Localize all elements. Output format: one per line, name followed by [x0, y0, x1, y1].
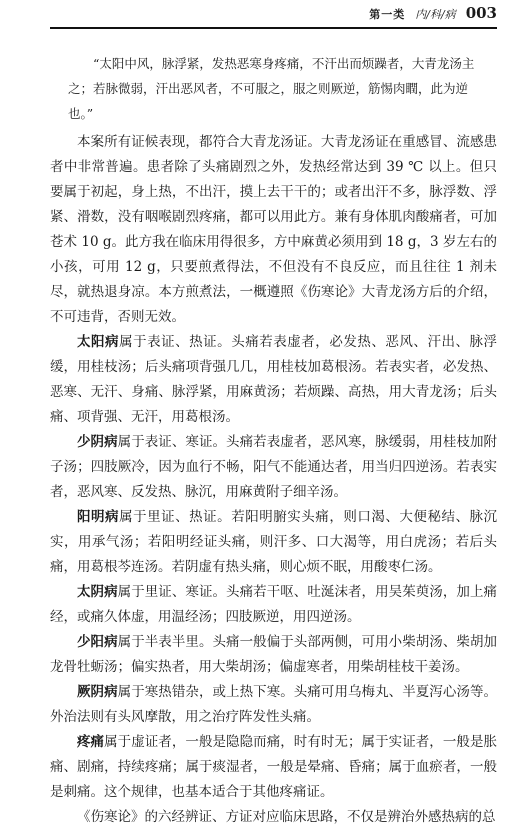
- paragraph-text: 属于半表半里。头痛一般偏于头部两侧，可用小柴胡汤、柴胡加龙骨牡蛎汤；偏实热者，用大柴胡汤；偏虚寒者，用柴胡桂枝干姜汤。: [50, 634, 498, 675]
- chapter-label: 第一类: [369, 8, 406, 21]
- paragraph-text: 属于里证、热证。若阳明腑实头痛，则口渴、大便秘结、脉沉实，用承气汤；若阳明经证头痛，则汗多、口大渴等，用白虎汤；若后头痛，用葛根芩连汤。若阴虚有热头痛，则心烦不眠，用酸枣仁汤。: [50, 509, 498, 575]
- running-header: [50, 0, 497, 26]
- paragraph-shaoyang: [50, 630, 497, 680]
- paragraph-jueyin: [50, 680, 497, 730]
- paragraph-pain: [50, 730, 497, 805]
- paragraph-yangming: [50, 505, 497, 580]
- keyword: 疼痛: [77, 734, 105, 750]
- keyword: 太阳病: [77, 334, 120, 350]
- header-rule: [50, 27, 497, 29]
- paragraph-text: 属于表证、寒证。头痛若表虚者，恶风寒，脉缓弱，用桂枝加附子汤；四肢厥冷，因为血行不畅，阳气不能通达者，用当归四逆汤。若表实者，恶风寒、反发热、脉沉，用麻黄附子细辛汤。: [50, 434, 498, 500]
- keyword: 太阴病: [77, 584, 118, 600]
- keyword: 阳明病: [77, 509, 120, 525]
- section-label: 内/科/病: [415, 8, 456, 21]
- paragraph-taiyin: [50, 580, 497, 630]
- paragraph-shaoyin: [50, 430, 497, 505]
- keyword: 少阴病: [77, 434, 118, 450]
- paragraph-text: 属于寒热错杂，或上热下寒。头痛可用乌梅丸、半夏泻心汤等。外治法则有头风摩散，用之治疗阵发性头痛。: [50, 684, 498, 725]
- intro-paragraph: 本案所有证候表现，都符合大青龙汤证。大青龙汤证在重感冒、流感患者中非常普遍。患者除了头痛剧烈之外，发热经常达到 39 ℃ 以上。但只要属于初起，身上热，不出汗，摸上去干干的；或者出汗不多，脉浮数、浮紧、滑数，没有咽喉剧烈疼痛，都可以用此方。兼有身体肌肉酸痛者，可加苍术 10 g。此方我在临床用得很多，方中麻黄必须用到 18 g，3 岁左右的小孩，可用 12 g，只要煎煮得法，不但没有不良反应，而且往往 1 剂未尽，就热退身凉。本方煎煮法，一概遵照《伤寒论》大青龙汤方后的介绍，不可违背，否则无效。: [50, 134, 497, 325]
- quotation: “太阳中风，脉浮紧，发热恶寒身疼痛，不汗出而烦躁者，大青龙汤主之；若脉微弱，汗出恶风者，不可服之，服之则厥逆，筋惕肉瞤，此为逆也。”: [68, 56, 475, 121]
- paragraph-taiyang: [50, 330, 497, 430]
- closing-paragraph: 《伤寒论》的六经辨证、方证对应临床思路，不仅是辨治外感热病的总: [77, 809, 496, 825]
- paragraph-text: 属于虚证者，一般是隐隐而痛，时有时无；属于实证者，一般是胀痛、剧痛，持续疼痛；属于痰湿者，一般是晕痛、昏痛；属于血瘀者，一般是刺痛。这个规律，也基本适合于其他疼痛证。: [50, 734, 498, 800]
- body-text: [50, 130, 497, 830]
- keyword: 厥阴病: [77, 684, 118, 700]
- keyword: 少阳病: [77, 634, 118, 650]
- paragraph-text: 属于表证、热证。头痛若表虚者，必发热、恶风、汗出、脉浮缓，用桂枝汤；后头痛项背强几几，用桂枝加葛根汤。若表实者，必发热、恶寒、无汗、身痛、脉浮紧，用麻黄汤；若烦躁、高热，用大青龙汤；后头痛、项背强、无汗，用葛根汤。: [50, 334, 498, 425]
- page-number: 003: [465, 4, 497, 22]
- paragraph-text: 属于里证、寒证。头痛若干呕、吐涎沫者，用吴茱萸汤，加上痛经，或痛久体虚，用温经汤；四肢厥逆，用四逆汤。: [50, 584, 498, 625]
